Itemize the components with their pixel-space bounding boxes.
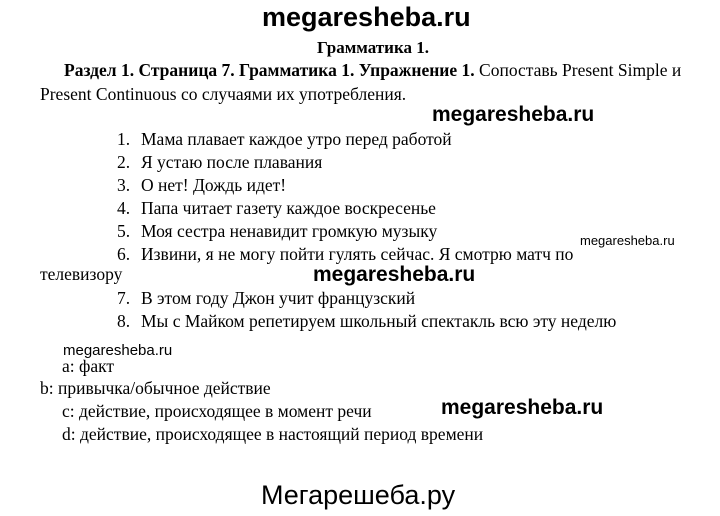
sentence-number: 2. — [117, 152, 131, 172]
sentence-number: 3. — [117, 175, 131, 195]
watermark-bottom: Мегарешеба.ру — [261, 480, 456, 510]
exercise-task: Сопоставь Present Simple и Present Continuous со случаями их употребления. — [40, 60, 682, 104]
sentence-continuation: телевизору — [40, 264, 123, 284]
sentence-number: 5. — [117, 221, 131, 241]
sentence-item — [117, 131, 452, 149]
option-item: c: действие, происходящее в момент речи — [62, 401, 372, 421]
option-item: d: действие, происходящее в настоящий период времени — [62, 424, 484, 444]
sentence-number: 8. — [117, 311, 131, 331]
watermark-middle: megaresheba.ru — [313, 263, 476, 286]
option-item: a: факт — [62, 356, 115, 376]
sentence-number: 6. — [117, 244, 131, 264]
watermark-middle: megaresheba.ru — [441, 396, 604, 419]
watermark-small: megaresheba.ru — [580, 233, 675, 248]
sentence-item — [117, 246, 573, 264]
sentence-text: Извини, я не могу пойти гулять сейчас. Я смотрю матч по — [141, 244, 574, 264]
sentence-number: 7. — [117, 288, 131, 308]
watermark-middle: megaresheba.ru — [432, 103, 595, 126]
sentence-item — [117, 290, 415, 308]
sentence-text: В этом году Джон учит французский — [141, 288, 416, 308]
sentence-text: Мама плавает каждое утро перед работой — [141, 129, 452, 149]
sentence-item — [117, 200, 436, 218]
watermark-top: megaresheba.ru — [262, 2, 471, 32]
exercise-instructions — [40, 58, 700, 106]
sentence-item — [117, 154, 322, 172]
exercise-title: Грамматика 1. — [317, 38, 429, 57]
sentence-text: Я устаю после плавания — [141, 152, 323, 172]
sentence-text: Мы с Майком репетируем школьный спектакль всю эту неделю — [141, 311, 617, 331]
exercise-reference: Раздел 1. Страница 7. Грамматика 1. Упражнение 1. — [64, 60, 475, 80]
sentence-text: О нет! Дождь идет! — [141, 175, 287, 195]
sentence-text: Моя сестра ненавидит громкую музыку — [141, 221, 438, 241]
sentence-text: Папа читает газету каждое воскресенье — [141, 198, 436, 218]
option-item: b: привычка/обычное действие — [40, 378, 271, 398]
watermark-small: megaresheba.ru — [63, 342, 173, 359]
sentence-number: 1. — [117, 129, 131, 149]
sentence-number: 4. — [117, 198, 131, 218]
sentence-item — [117, 313, 616, 331]
sentence-item — [117, 223, 437, 241]
sentence-item — [117, 177, 286, 195]
